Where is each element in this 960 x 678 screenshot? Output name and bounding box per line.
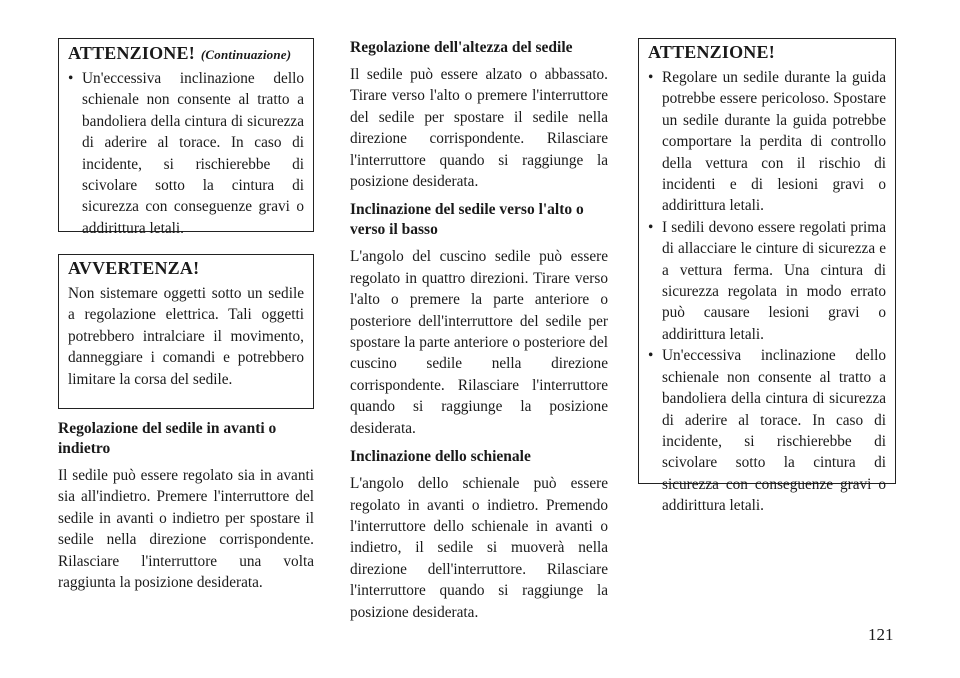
section-tilt: [350, 200, 608, 439]
section-heading: Inclinazione dello schienale: [350, 448, 531, 466]
warning-item: • Regolare un sedile durante la guida potrebbe essere pericoloso. Spostare un sedile durante la guida potrebbe comportare la perdita di controllo della vettura con il rischio di incidenti e di lesioni gravi o addirittura letali.: [648, 67, 886, 217]
warning-item: • Un'eccessiva inclinazione dello schienale non consente al tratto a bandoliera della cintura di sicurezza di aderire al torace. In caso di incidente, si rischierebbe di scivolare sotto la cintura di sicurezza con conseguenze gravi o addirittura letali.: [648, 345, 886, 516]
warning-title-text: ATTENZIONE!: [68, 43, 195, 63]
section-heading: Regolazione dell'altezza del sedile: [350, 39, 573, 56]
warning-list: [648, 67, 886, 517]
middle-column: [350, 38, 608, 631]
notice-box: [58, 254, 314, 409]
warning-subtitle: (Continuazione): [200, 47, 292, 62]
section-height: [350, 38, 608, 192]
warning-title: [68, 43, 304, 64]
section-forward-back: [58, 419, 314, 593]
warning-item: • Un'eccessiva inclinazione dello schienale non consente al tratto a bandoliera della cintura di sicurezza di aderire al torace. In caso di incidente, si rischierebbe di scivolare sotto la cintura di sicurezza con conseguenze gravi o addirittura letali.: [68, 68, 304, 239]
warning-box: [638, 38, 896, 515]
section-text: Il sedile può essere alzato o abbassato. Tirare verso l'alto o premere l'interruttore del sedile per spostare il sedile nella direzione corrispondente. Rilasciare l'interruttore quando si raggiunge la posizione desiderata.: [350, 66, 608, 191]
section-text: Il sedile può essere regolato sia in avanti sia all'indietro. Premere l'interruttore del sedile in avanti o indietro per spostare il sedile nella direzione corrispondente. Rilasciare l'interruttore una volta raggiunta la posizione desiderata.: [58, 467, 314, 592]
warning-list: [68, 68, 304, 239]
warning-title: ATTENZIONE!: [648, 42, 775, 62]
warning-box-continued: [58, 38, 314, 237]
section-text: L'angolo del cuscino sedile può essere regolato in quattro direzioni. Tirare verso l'alto o premere la parte anteriore o posteriore dell'interruttore del sedile per spostare la parte anteriore o posteriore del cuscino sedile nella direzione corrispondente. Rilasciare l'interruttore quando si raggiunge la posizione desiderata.: [350, 248, 608, 437]
section-recline: [350, 447, 608, 623]
left-column: [58, 38, 314, 601]
section-heading: Regolazione del sedile in avanti o indietro: [58, 420, 277, 457]
notice-text: Non sistemare oggetti sotto un sedile a regolazione elettrica. Tali oggetti potrebbero intralciare il movimento, danneggiare i comandi e potrebbero limitare la corsa del sedile.: [68, 285, 304, 388]
notice-title: AVVERTENZA!: [68, 258, 200, 278]
right-column: [638, 38, 896, 515]
section-heading: Inclinazione del sedile verso l'alto o verso il basso: [350, 201, 584, 239]
section-text: L'angolo dello schienale può essere regolato in avanti o indietro. Premendo l'interruttore dello schienale in avanti o indietro, il sedile si muoverà nella direzione dell'interruttore. Rilasciare l'interruttore quando si raggiunge la posizione desiderata.: [350, 475, 608, 621]
warning-item: • I sedili devono essere regolati prima di allacciare le cinture di sicurezza e a vettura ferma. Una cintura di sicurezza regolata in modo errato può causare lesioni gravi o addirittura letali.: [648, 217, 886, 345]
page-number: 121: [868, 625, 894, 644]
